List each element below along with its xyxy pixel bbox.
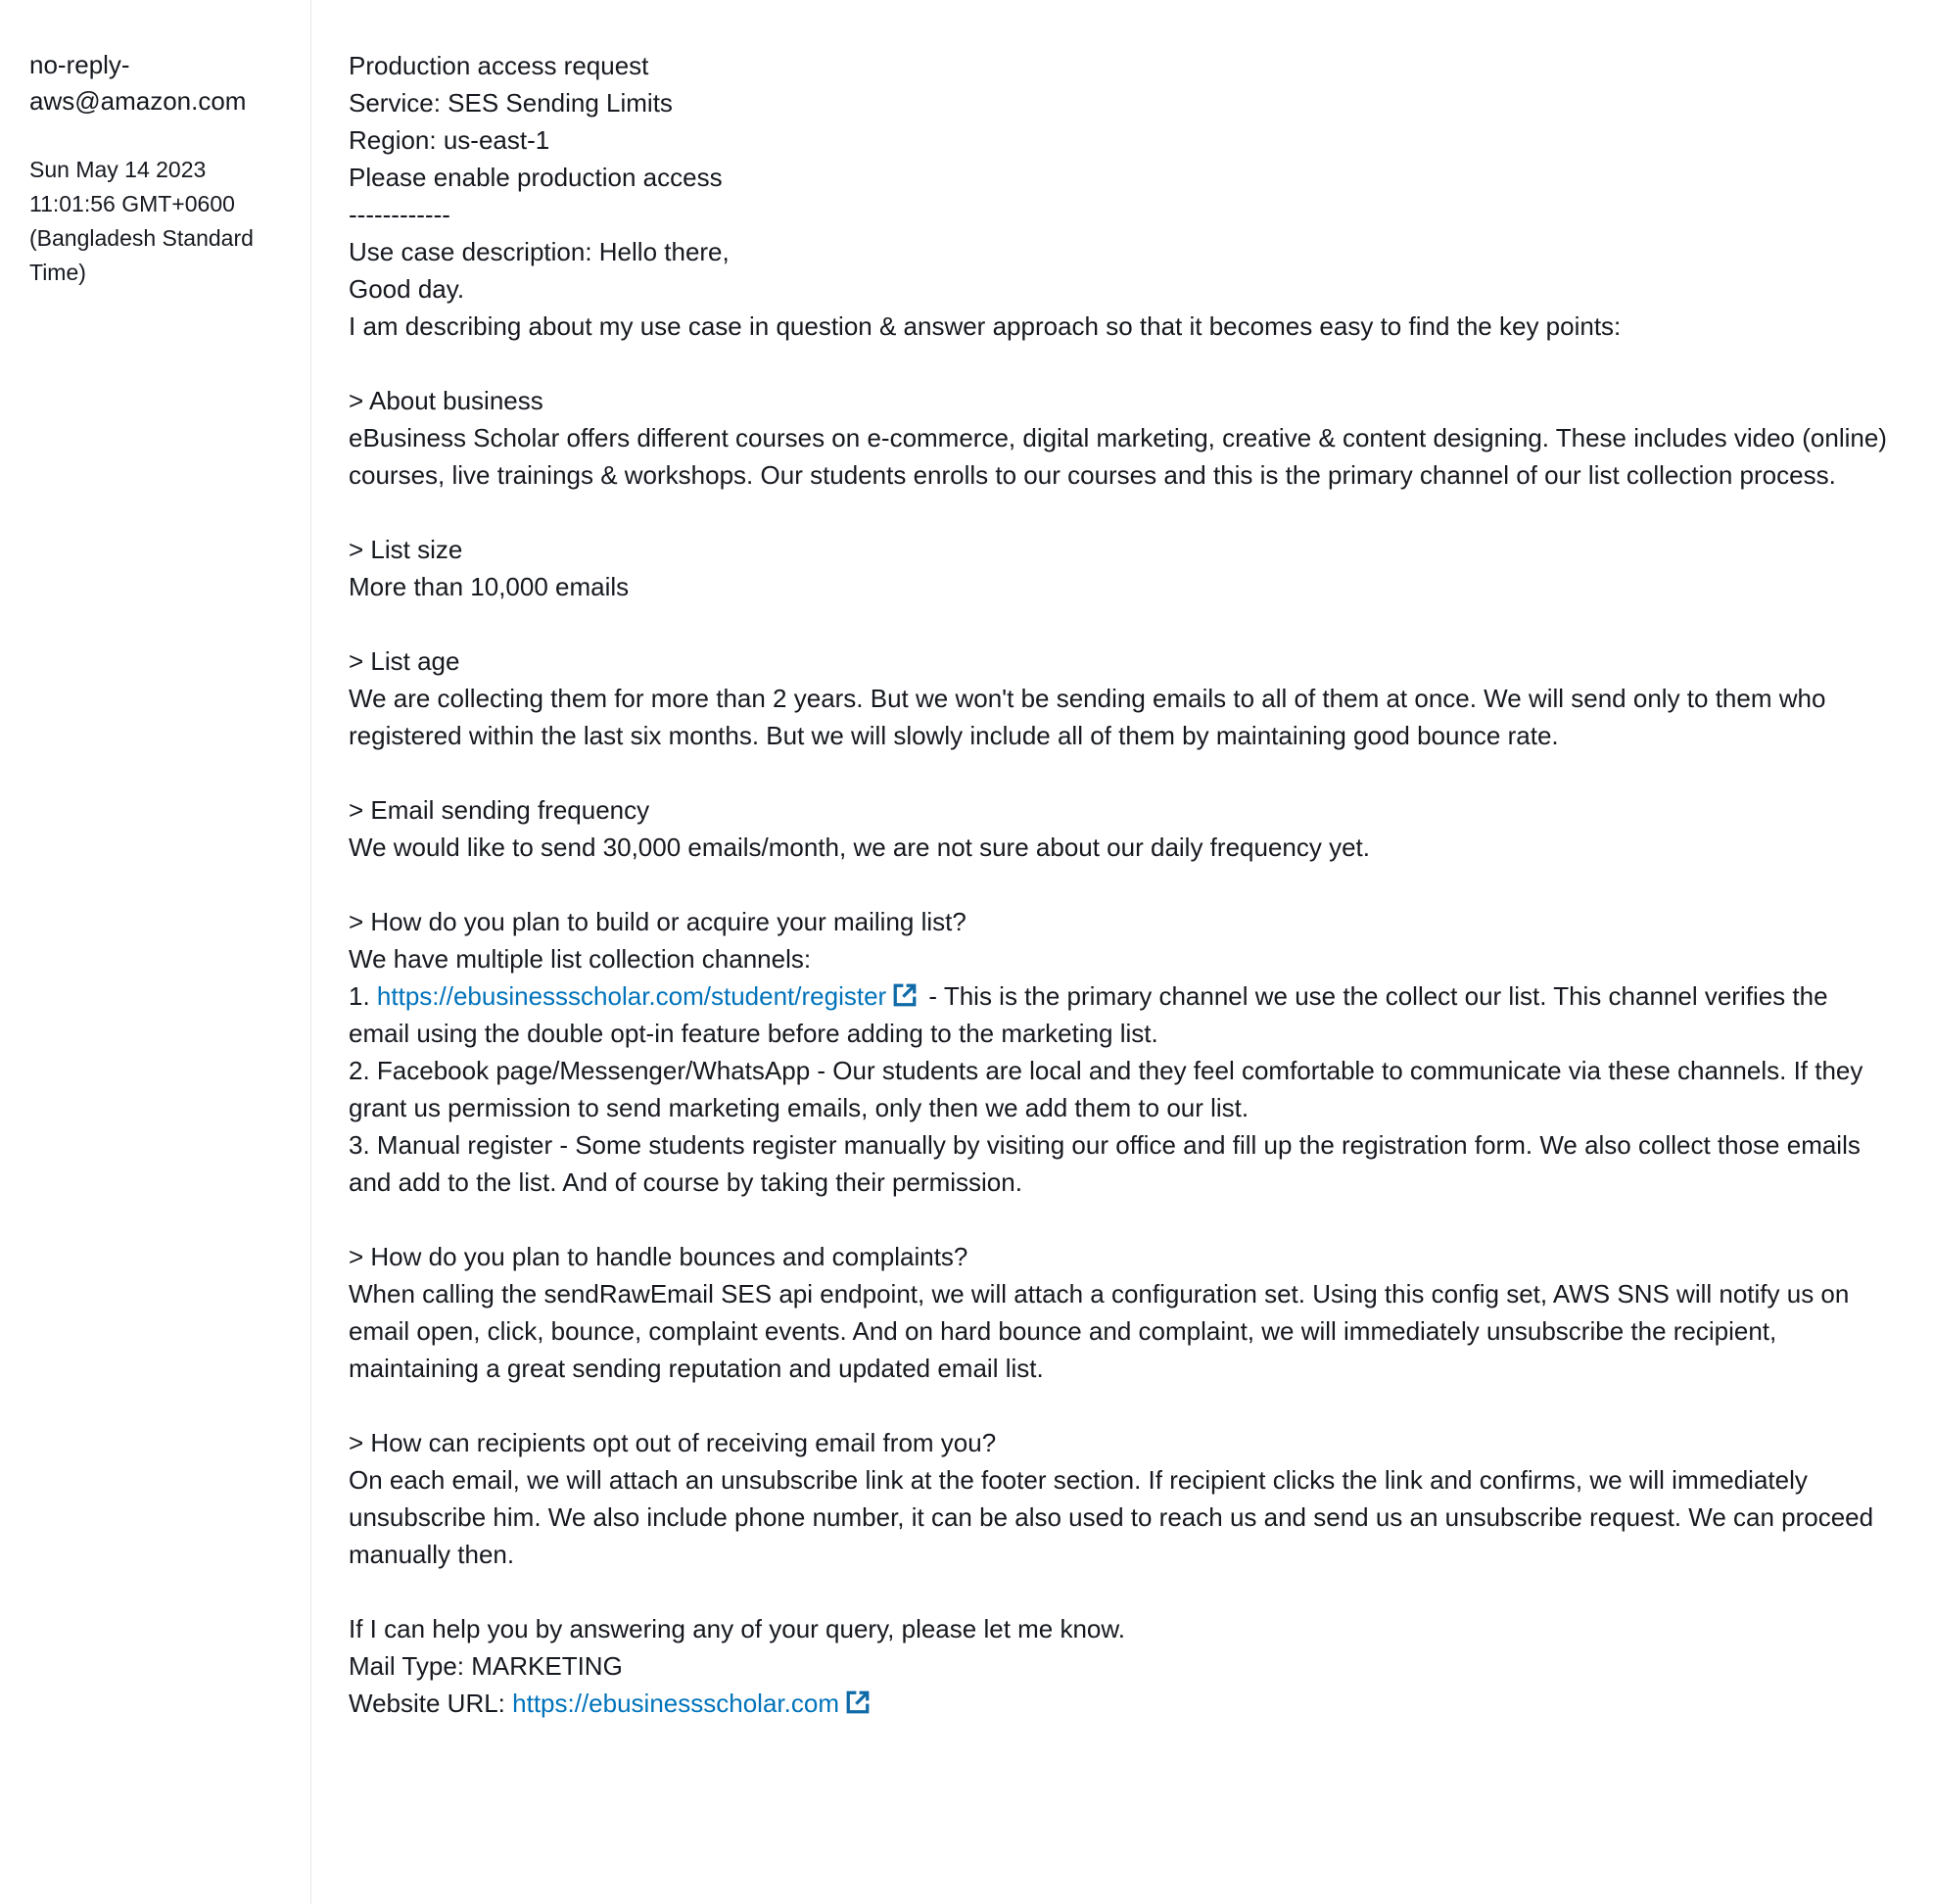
- list-size-text: More than 10,000 emails: [349, 572, 630, 601]
- external-link-icon[interactable]: [892, 982, 918, 1008]
- closing-block: [349, 1610, 1894, 1722]
- opt-out-text: On each email, we will attach an unsubscribe link at the footer section. If recipient clicks the link and confirms, we will immediately unsubscribe him. We also include phone number, it can be also used to reach us and send us an unsubscribe request. We can proceed manually then.: [349, 1465, 1874, 1569]
- list-building-heading: > How do you plan to build or acquire your mailing list?: [349, 907, 966, 936]
- list-age-text: We are collecting them for more than 2 years. But we won't be sending emails to all of them at once. We will send only to them who registered within the last six months. But we will slowly include all of them by maintaining good bounce rate.: [349, 684, 1826, 750]
- message-body-column: [311, 0, 1933, 1904]
- spacer-6: [349, 1201, 1894, 1238]
- channel-1-text: - This is the primary channel we use the collect our list. This channel verifies the email using the double opt-in feature before adding to the marketing list.: [349, 981, 1828, 1048]
- bounce-handling-heading: > How do you plan to handle bounces and complaints?: [349, 1242, 968, 1271]
- use-case-description: Use case description: Hello there,: [349, 237, 730, 266]
- about-business-heading: > About business: [349, 386, 543, 415]
- list-size-heading: > List size: [349, 535, 463, 564]
- request-service: Service: SES Sending Limits: [349, 88, 673, 118]
- timestamp-zone-2: Time): [29, 260, 86, 285]
- intro-paragraph: I am describing about my use case in question & answer approach so that it becomes easy to find the key points:: [349, 311, 1622, 341]
- request-region: Region: us-east-1: [349, 125, 550, 155]
- channel-item-3: 3. Manual register - Some students register manually by visiting our office and fill up the registration form. We also collect those emails and add to the list. And of course by taking their permission.: [349, 1130, 1861, 1197]
- list-size-block: [349, 531, 1894, 605]
- request-statement: Please enable production access: [349, 163, 723, 192]
- channel-item-1: [349, 977, 1894, 1052]
- message-timestamp: [29, 153, 277, 290]
- mail-type-line: Mail Type: MARKETING: [349, 1651, 623, 1681]
- about-business-block: [349, 382, 1894, 494]
- request-subject: Production access request: [349, 51, 649, 80]
- list-building-intro: We have multiple list collection channels:: [349, 944, 812, 974]
- opt-out-block: [349, 1424, 1894, 1573]
- bounce-handling-block: [349, 1238, 1894, 1387]
- timestamp-zone-1: (Bangladesh Standard: [29, 225, 254, 251]
- spacer-2: [349, 494, 1894, 531]
- website-url-link[interactable]: https://ebusinessscholar.com: [512, 1689, 839, 1718]
- website-url-line: [349, 1685, 1894, 1722]
- list-age-block: [349, 643, 1894, 754]
- message-metadata-column: [0, 0, 311, 1904]
- bounce-handling-text: When calling the sendRawEmail SES api endpoint, we will attach a configuration set. Using this config set, AWS SNS will notify us on email open, click, bounce, complaint events. And on hard bounce and complaint, we will immediately unsubscribe the recipient, maintaining a great sending reputation and updated email list.: [349, 1279, 1850, 1383]
- channel-item-2: 2. Facebook page/Messenger/WhatsApp - Our students are local and they feel comfortable to communicate via these channels. If they grant us permission to send marketing emails, only then we add them to our list.: [349, 1056, 1863, 1122]
- spacer-7: [349, 1387, 1894, 1424]
- spacer-1: [349, 345, 1894, 382]
- spacer-5: [349, 866, 1894, 903]
- sender-address: no-reply-aws@amazon.com: [29, 50, 247, 116]
- external-link-icon[interactable]: [845, 1690, 871, 1715]
- section-divider-dashes: ------------: [349, 200, 450, 229]
- closing-line: If I can help you by answering any of your query, please let me know.: [349, 1614, 1125, 1643]
- spacer-8: [349, 1573, 1894, 1610]
- request-header-block: [349, 47, 1894, 345]
- list-age-heading: > List age: [349, 646, 460, 676]
- spacer-3: [349, 605, 1894, 643]
- about-business-text: eBusiness Scholar offers different courses on e-commerce, digital marketing, creative & content designing. These includes video (online) courses, live trainings & workshops. Our students enrolls to our courses and this is the primary channel of our list collection process.: [349, 423, 1887, 490]
- message-body: [349, 47, 1894, 1722]
- sending-frequency-block: [349, 791, 1894, 866]
- greeting: Good day.: [349, 274, 465, 304]
- register-url-link[interactable]: https://ebusinessscholar.com/student/register: [376, 981, 887, 1011]
- timestamp-date: Sun May 14 2023: [29, 157, 207, 182]
- timestamp-time: 11:01:56 GMT+0600: [29, 191, 235, 216]
- channel-1-number: 1.: [349, 981, 377, 1011]
- spacer-4: [349, 754, 1894, 791]
- sending-frequency-text: We would like to send 30,000 emails/month, we are not sure about our daily frequency yet.: [349, 833, 1370, 862]
- opt-out-heading: > How can recipients opt out of receiving email from you?: [349, 1428, 997, 1457]
- website-url-label: Website URL:: [349, 1689, 513, 1718]
- list-building-block: [349, 903, 1894, 1201]
- sending-frequency-heading: > Email sending frequency: [349, 795, 650, 825]
